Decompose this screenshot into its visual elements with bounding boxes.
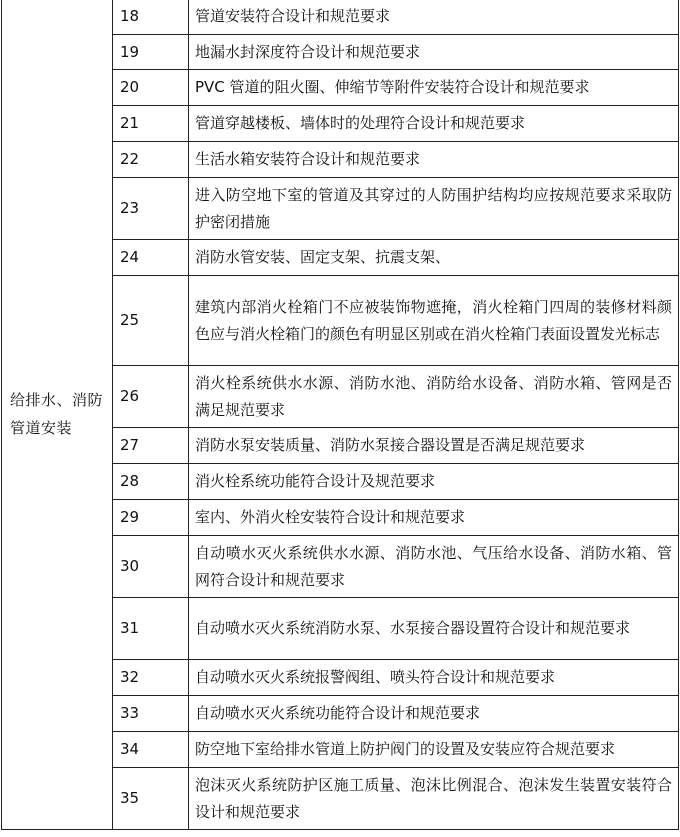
row-number: 28 <box>113 464 189 500</box>
requirement-text: PVC 管道的阻火圈、伸缩节等附件安装符合设计和规范要求 <box>189 70 679 106</box>
table-row <box>2 0 679 35</box>
requirement-text: 自动喷水灭火系统消防水泵、水泵接合器设置符合设计和规范要求 <box>189 598 679 660</box>
requirement-text: 管道安装符合设计和规范要求 <box>189 0 679 35</box>
row-number: 20 <box>113 70 189 106</box>
row-number: 19 <box>113 35 189 70</box>
row-number: 32 <box>113 660 189 696</box>
row-number: 26 <box>113 366 189 428</box>
requirement-text: 室内、外消火栓安装符合设计和规范要求 <box>189 500 679 536</box>
row-number: 25 <box>113 276 189 366</box>
row-number: 35 <box>113 768 189 830</box>
row-number: 22 <box>113 142 189 178</box>
requirement-text: 消防水泵安装质量、消防水泵接合器设置是否满足规范要求 <box>189 428 679 464</box>
category-cell: 给排水、消防管道安装 <box>2 0 113 830</box>
requirement-text: 消火栓系统功能符合设计及规范要求 <box>189 464 679 500</box>
requirement-text: 消防水管安装、固定支架、抗震支架、 <box>189 240 679 276</box>
inspection-table <box>1 0 679 830</box>
requirement-text: 自动喷水灭火系统供水水源、消防水池、气压给水设备、消防水箱、管网符合设计和规范要求 <box>189 536 679 598</box>
requirement-text: 防空地下室给排水管道上防护阀门的设置及安装应符合规范要求 <box>189 732 679 768</box>
row-number: 24 <box>113 240 189 276</box>
row-number: 29 <box>113 500 189 536</box>
requirement-text: 进入防空地下室的管道及其穿过的人防围护结构均应按规范要求采取防护密闭措施 <box>189 178 679 240</box>
requirement-text: 建筑内部消火栓箱门不应被装饰物遮掩，消火栓箱门四周的装修材料颜色应与消火栓箱门的颜色有明显区别或在消火栓箱门表面设置发光标志 <box>189 276 679 366</box>
row-number: 21 <box>113 106 189 142</box>
requirement-text: 消火栓系统供水水源、消防水池、消防给水设备、消防水箱、管网是否满足规范要求 <box>189 366 679 428</box>
requirement-text: 地漏水封深度符合设计和规范要求 <box>189 35 679 70</box>
requirement-text: 自动喷水灭火系统报警阀组、喷头符合设计和规范要求 <box>189 660 679 696</box>
row-number: 18 <box>113 0 189 35</box>
requirement-text: 生活水箱安装符合设计和规范要求 <box>189 142 679 178</box>
requirement-text: 管道穿越楼板、墙体时的处理符合设计和规范要求 <box>189 106 679 142</box>
row-number: 30 <box>113 536 189 598</box>
row-number: 23 <box>113 178 189 240</box>
requirement-text: 自动喷水灭火系统功能符合设计和规范要求 <box>189 696 679 732</box>
row-number: 33 <box>113 696 189 732</box>
row-number: 34 <box>113 732 189 768</box>
requirement-text: 泡沫灭火系统防护区施工质量、泡沫比例混合、泡沫发生装置安装符合设计和规范要求 <box>189 768 679 830</box>
row-number: 27 <box>113 428 189 464</box>
row-number: 31 <box>113 598 189 660</box>
